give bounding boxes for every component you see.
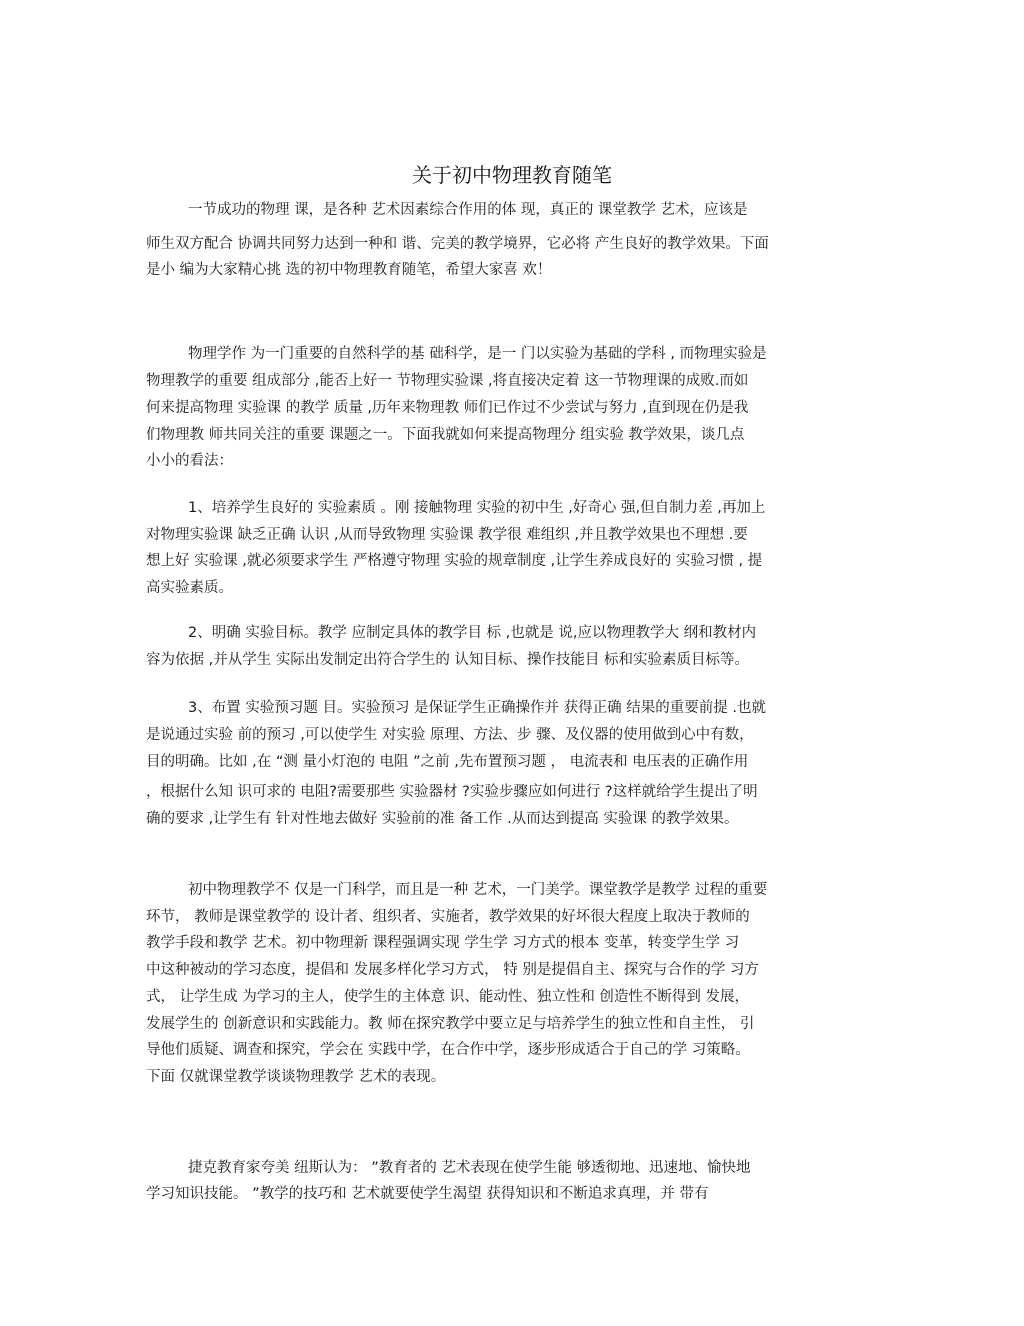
item3-line-1: 3、布置 实验预习题 目。实验预习 是保证学生正确操作并 获得正确 结果的重要前提 .也就 [188, 700, 766, 716]
para2-line-5: 式， 让学生成 为学习的主人，使学生的主体意 识、能动性、独立性和 创造性不断得到 发展， [146, 989, 750, 1005]
para2-line-8: 下面 仅就课堂教学谈谈物理教学 艺术的表现。 [146, 1069, 446, 1085]
item3-line-5: 确的要求 ,让学生有 针对性地去做好 实验前的准 备工作 .从而达到提高 实验课 的教学效果。 [146, 811, 739, 827]
para1-line-3: 何来提高物理 实验课 的教学 质量 ,历年来物理教 师们已作过不少尝试与努力 ,直到现在仍是我 [146, 400, 749, 416]
item1-line-3: 想上好 实验课 ,就必须要求学生 严格遵守物理 实验的规章制度 ,让学生养成良好的 实验习惯 , 提 [146, 553, 763, 569]
item3-line-4: ，根据什么知 识可求的 电阻?需要那些 实验器材 ?实验步骤应如何进行 ?这样就给学生提出了明 [146, 784, 758, 800]
para2-line-4: 中这种被动的学习态度，提倡和 发展多样化学习方式， 特 别是提倡自主、探究与合作的学 习方 [146, 962, 759, 978]
para2-line-3: 教学手段和教学 艺术。初中物理新 课程强调实现 学生学 习方式的根本 变革，转变学生学 习 [146, 935, 740, 951]
item3-line-2: 是说通过实验 前的预习 ,可以使学生 对实验 原理、方法、步 骤、及仪器的使用做到心中有数， [146, 727, 754, 743]
para1-line-1: 物理学作 为一门重要的自然科学的基 础科学，是一 门以实验为基础的学科 , 而物理实验是 [188, 346, 767, 362]
item1-line-2: 对物理实验课 缺乏正确 认识 ,从而导致物理 实验课 教学很 难组织 ,并且教学效果也不理想 .要 [146, 527, 748, 543]
item2-line-1: 2、明确 实验目标。教学 应制定具体的教学目 标 ,也就是 说,应以物理教学大 纲和教材内 [188, 625, 757, 641]
para1-line-5: 小小的看法： [146, 453, 233, 469]
para3-line-2: 学习知识技能。 ”教学的技巧和 艺术就要使学生渴望 获得知识和不断追求真理，并 带有 [146, 1186, 709, 1202]
item1-line-1: 1、培养学生良好的 实验素质 。刚 接触物理 实验的初中生 ,好奇心 强,但自制力差 ,再加上 [188, 500, 766, 516]
intro-line-2: 师生双方配合 协调共同努力达到一种和 谐、完美的教学境界，它必将 产生良好的教学效果。下面 [146, 236, 769, 252]
intro-line-1: 一节成功的物理 课，是各种 艺术因素综合作用的体 现，真正的 课堂教学 艺术，应该是 [188, 202, 748, 218]
para2-line-1: 初中物理教学不 仅是一门科学，而且是一种 艺术，一门美学。课堂教学是教学 过程的重要 [188, 882, 768, 898]
para3-line-1: 捷克教育家夸美 纽斯认为： ”教育者的 艺术表现在使学生能 够透彻地、迅速地、愉快地 [188, 1160, 751, 1176]
para2-line-2: 环节， 教师是课堂教学的 设计者、组织者、实施者，教学效果的好坏很大程度上取决于教师的 [146, 909, 750, 925]
document-title: 关于初中物理教育随笔 [412, 163, 612, 187]
para2-line-6: 发展学生的 创新意识和实践能力。教 师在探究教学中要立足与培养学生的独立性和自主性， 引 [146, 1016, 755, 1032]
para1-line-4: 们物理教 师共同关注的重要 课题之一。下面我就如何来提高物理分 组实验 教学效果，谈几点 [146, 427, 745, 443]
item3-line-3: 目的明确。比如 ,在 “测 量小灯泡的 电阻 ”之前 ,先布置预习题 ， 电流表和 电压表的正确作用 [146, 754, 749, 770]
para1-line-2: 物理教学的重要 组成部分 ,能否上好一 节物理实验课 ,将直接决定着 这一节物理课的成败.而如 [146, 373, 749, 389]
item2-line-2: 容为依据 ,并从学生 实际出发制定出符合学生的 认知目标、操作技能目 标和实验素质目标等。 [146, 652, 750, 668]
para2-line-7: 导他们质疑、调查和探究，学会在 实践中学，在合作中学，逐步形成适合于自己的学 习策略。 [146, 1042, 750, 1058]
intro-line-3: 是小 编为大家精心挑 选的初中物理教育随笔，希望大家喜 欢！ [146, 262, 552, 278]
item1-line-4: 高实验素质。 [146, 580, 233, 596]
